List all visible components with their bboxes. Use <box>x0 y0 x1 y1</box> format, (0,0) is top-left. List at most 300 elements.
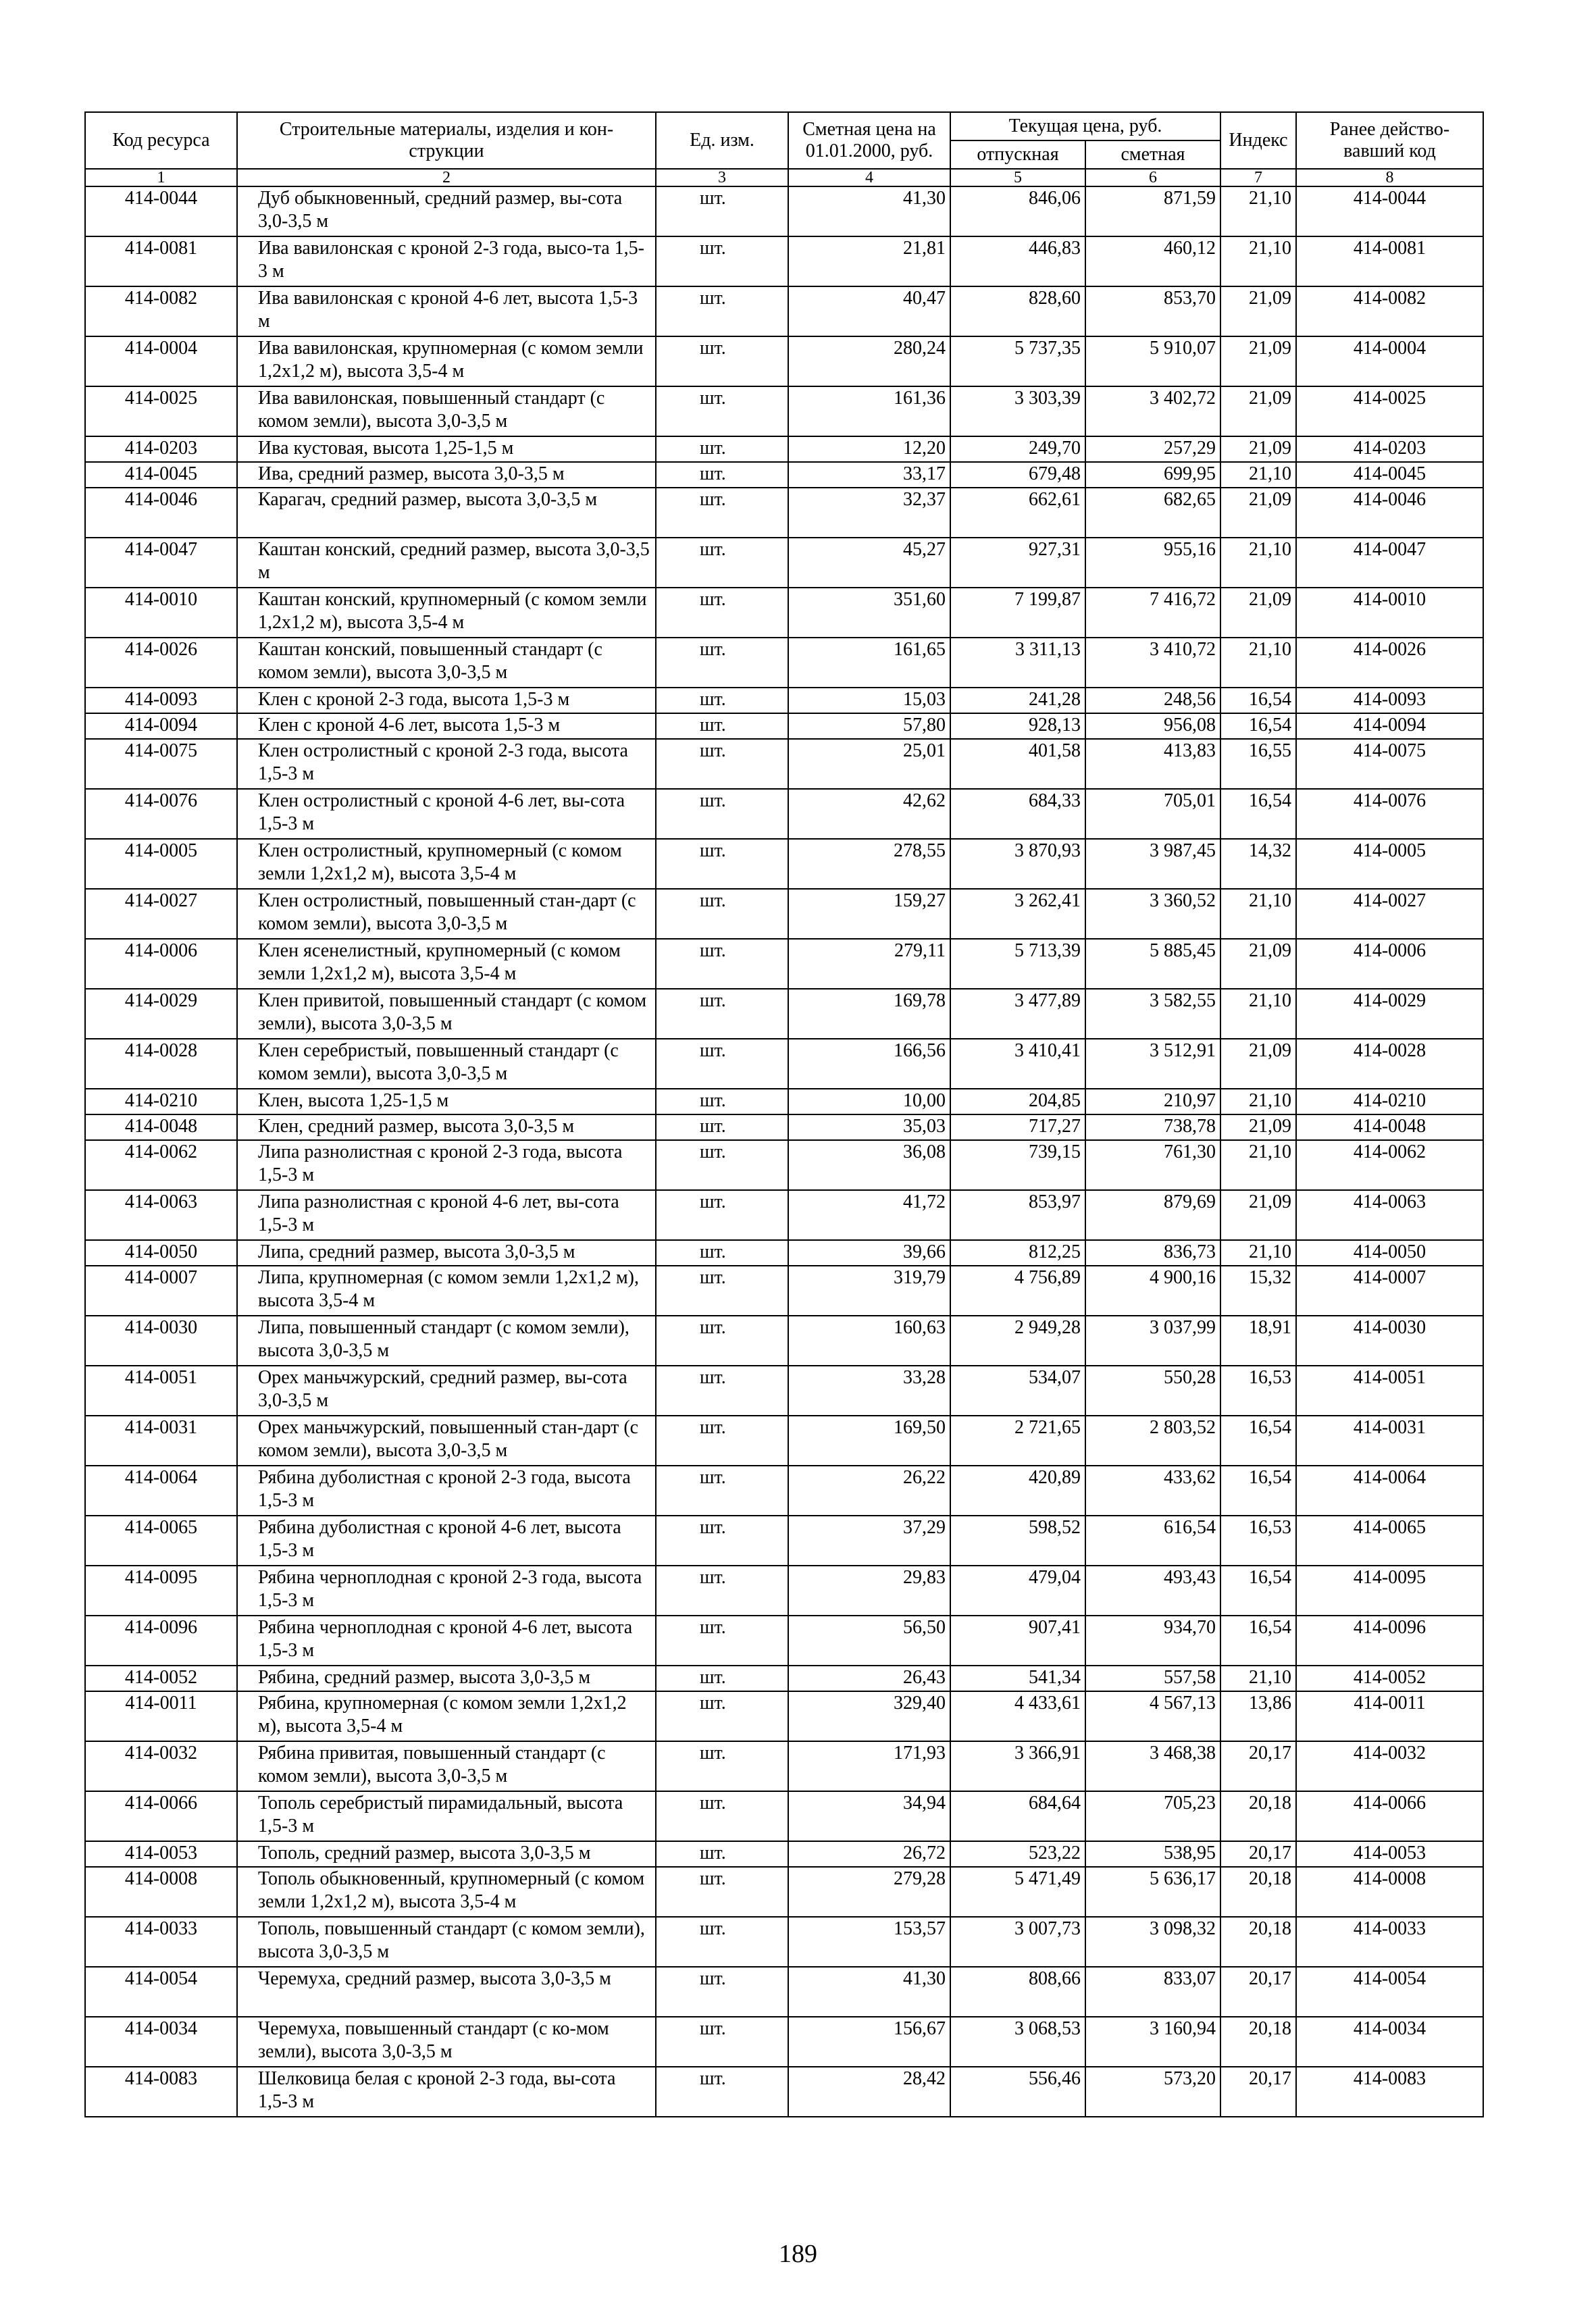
material-name-cell: Клен с кроной 4-6 лет, высота 1,5-3 м <box>237 713 656 739</box>
index-cell: 16,54 <box>1220 1466 1296 1516</box>
resource-code-cell: 414-0095 <box>85 1566 237 1616</box>
resource-code-cell: 414-0065 <box>85 1516 237 1566</box>
resource-code-cell: 414-0010 <box>85 588 237 638</box>
wholesale-price-cell: 4 756,89 <box>950 1266 1085 1316</box>
wholesale-price-cell: 679,48 <box>950 462 1085 488</box>
estimate-price-cell: 5 636,17 <box>1085 1867 1220 1917</box>
unit-cell: шт. <box>656 1867 788 1917</box>
unit-cell: шт. <box>656 1316 788 1366</box>
material-name-cell: Ива вавилонская, повышенный стандарт (с комом земли), высота 3,0-3,5 м <box>237 386 656 436</box>
wholesale-price-cell: 5 737,35 <box>950 336 1085 386</box>
table-row <box>85 1366 1483 1416</box>
previous-code-cell: 414-0066 <box>1296 1791 1483 1841</box>
resource-code-cell: 414-0063 <box>85 1190 237 1240</box>
estimate-price-cell: 853,70 <box>1085 286 1220 336</box>
resource-code-cell: 414-0046 <box>85 488 237 538</box>
base-price-cell: 171,93 <box>788 1741 950 1791</box>
unit-cell: шт. <box>656 789 788 839</box>
unit-cell: шт. <box>656 286 788 336</box>
estimate-price-cell: 879,69 <box>1085 1190 1220 1240</box>
header-unit: Ед. изм. <box>656 112 788 169</box>
resource-code-cell: 414-0045 <box>85 462 237 488</box>
material-name-cell: Клен серебристый, повышенный стандарт (с комом земли), высота 3,0-3,5 м <box>237 1039 656 1089</box>
index-cell: 16,54 <box>1220 789 1296 839</box>
resource-code-cell: 414-0027 <box>85 889 237 939</box>
previous-code-cell: 414-0095 <box>1296 1566 1483 1616</box>
table-row <box>85 1190 1483 1240</box>
base-price-cell: 26,72 <box>788 1841 950 1867</box>
base-price-cell: 26,43 <box>788 1666 950 1691</box>
index-cell: 21,09 <box>1220 1114 1296 1140</box>
resource-code-cell: 414-0094 <box>85 713 237 739</box>
table-row <box>85 286 1483 336</box>
material-name-cell: Рябина дуболистная с кроной 4-6 лет, высота 1,5-3 м <box>237 1516 656 1566</box>
material-name-cell: Тополь, средний размер, высота 3,0-3,5 м <box>237 1841 656 1867</box>
index-cell: 21,09 <box>1220 588 1296 638</box>
material-name-cell: Каштан конский, повышенный стандарт (с комом земли), высота 3,0-3,5 м <box>237 638 656 688</box>
unit-cell: шт. <box>656 1791 788 1841</box>
index-cell: 20,17 <box>1220 1741 1296 1791</box>
previous-code-cell: 414-0048 <box>1296 1114 1483 1140</box>
unit-cell: шт. <box>656 638 788 688</box>
unit-cell: шт. <box>656 889 788 939</box>
unit-cell: шт. <box>656 1566 788 1616</box>
unit-cell: шт. <box>656 1616 788 1666</box>
resource-code-cell: 414-0093 <box>85 688 237 713</box>
estimate-price-cell: 3 512,91 <box>1085 1039 1220 1089</box>
previous-code-cell: 414-0075 <box>1296 739 1483 789</box>
resource-code-cell: 414-0081 <box>85 236 237 286</box>
unit-cell: шт. <box>656 1140 788 1190</box>
previous-code-cell: 414-0025 <box>1296 386 1483 436</box>
base-price-cell: 166,56 <box>788 1039 950 1089</box>
material-name-cell: Клен остролистный с кроной 4-6 лет, вы-сота 1,5-3 м <box>237 789 656 839</box>
index-cell: 21,09 <box>1220 286 1296 336</box>
resource-code-cell: 414-0075 <box>85 739 237 789</box>
estimate-price-cell: 3 098,32 <box>1085 1917 1220 1967</box>
estimate-price-cell: 5 910,07 <box>1085 336 1220 386</box>
table-row <box>85 1616 1483 1666</box>
resource-code-cell: 414-0062 <box>85 1140 237 1190</box>
estimate-price-cell: 871,59 <box>1085 186 1220 236</box>
wholesale-price-cell: 3 311,13 <box>950 638 1085 688</box>
base-price-cell: 156,67 <box>788 2017 950 2067</box>
material-name-cell: Рябина дуболистная с кроной 2-3 года, высота 1,5-3 м <box>237 1466 656 1516</box>
base-price-cell: 169,78 <box>788 989 950 1039</box>
estimate-price-cell: 705,23 <box>1085 1791 1220 1841</box>
base-price-cell: 37,29 <box>788 1516 950 1566</box>
previous-code-cell: 414-0032 <box>1296 1741 1483 1791</box>
base-price-cell: 161,36 <box>788 386 950 436</box>
wholesale-price-cell: 808,66 <box>950 1967 1085 2017</box>
material-name-cell: Орех маньчжурский, повышенный стан-дарт (с комом земли), высота 3,0-3,5 м <box>237 1416 656 1466</box>
wholesale-price-cell: 927,31 <box>950 538 1085 588</box>
table-row <box>85 1316 1483 1366</box>
resource-code-cell: 414-0007 <box>85 1266 237 1316</box>
estimate-price-cell: 2 803,52 <box>1085 1416 1220 1466</box>
base-price-cell: 160,63 <box>788 1316 950 1366</box>
unit-cell: шт. <box>656 1416 788 1466</box>
resource-code-cell: 414-0051 <box>85 1366 237 1416</box>
resource-code-cell: 414-0203 <box>85 436 237 462</box>
previous-code-cell: 414-0005 <box>1296 839 1483 889</box>
wholesale-price-cell: 907,41 <box>950 1616 1085 1666</box>
header-resource-code: Код ресурса <box>85 112 237 169</box>
previous-code-cell: 414-0030 <box>1296 1316 1483 1366</box>
estimate-price-cell: 705,01 <box>1085 789 1220 839</box>
header-wholesale-price: отпускная <box>950 140 1085 169</box>
unit-cell: шт. <box>656 1741 788 1791</box>
index-cell: 21,09 <box>1220 939 1296 989</box>
previous-code-cell: 414-0029 <box>1296 989 1483 1039</box>
wholesale-price-cell: 5 471,49 <box>950 1867 1085 1917</box>
index-cell: 21,09 <box>1220 386 1296 436</box>
previous-code-cell: 414-0004 <box>1296 336 1483 386</box>
base-price-cell: 45,27 <box>788 538 950 588</box>
index-cell: 21,09 <box>1220 488 1296 538</box>
base-price-cell: 40,47 <box>788 286 950 336</box>
base-price-cell: 36,08 <box>788 1140 950 1190</box>
previous-code-cell: 414-0008 <box>1296 1867 1483 1917</box>
base-price-cell: 57,80 <box>788 713 950 739</box>
resource-code-cell: 414-0031 <box>85 1416 237 1466</box>
material-name-cell: Ива вавилонская с кроной 2-3 года, высо-та 1,5-3 м <box>237 236 656 286</box>
material-name-cell: Каштан конский, крупномерный (с комом земли 1,2х1,2 м), высота 3,5-4 м <box>237 588 656 638</box>
unit-cell: шт. <box>656 462 788 488</box>
unit-cell: шт. <box>656 939 788 989</box>
wholesale-price-cell: 846,06 <box>950 186 1085 236</box>
wholesale-price-cell: 3 410,41 <box>950 1039 1085 1089</box>
previous-code-cell: 414-0064 <box>1296 1466 1483 1516</box>
resource-code-cell: 414-0033 <box>85 1917 237 1967</box>
header-previous-code: Ранее действо-вавший код <box>1296 112 1483 169</box>
previous-code-cell: 414-0062 <box>1296 1140 1483 1190</box>
previous-code-cell: 414-0046 <box>1296 488 1483 538</box>
table-row <box>85 1741 1483 1791</box>
unit-cell: шт. <box>656 713 788 739</box>
wholesale-price-cell: 420,89 <box>950 1466 1085 1516</box>
estimate-price-cell: 836,73 <box>1085 1240 1220 1266</box>
index-cell: 21,10 <box>1220 889 1296 939</box>
table-row <box>85 236 1483 286</box>
unit-cell: шт. <box>656 436 788 462</box>
material-name-cell: Клен, средний размер, высота 3,0-3,5 м <box>237 1114 656 1140</box>
resource-code-cell: 414-0032 <box>85 1741 237 1791</box>
base-price-cell: 278,55 <box>788 839 950 889</box>
material-name-cell: Ива, средний размер, высота 3,0-3,5 м <box>237 462 656 488</box>
table-row <box>85 1140 1483 1190</box>
base-price-cell: 42,62 <box>788 789 950 839</box>
table-row <box>85 1841 1483 1867</box>
resource-code-cell: 414-0030 <box>85 1316 237 1366</box>
unit-cell: шт. <box>656 989 788 1039</box>
unit-cell: шт. <box>656 1691 788 1741</box>
wholesale-price-cell: 853,97 <box>950 1190 1085 1240</box>
table-row <box>85 186 1483 236</box>
resource-code-cell: 414-0011 <box>85 1691 237 1741</box>
base-price-cell: 41,30 <box>788 1967 950 2017</box>
wholesale-price-cell: 812,25 <box>950 1240 1085 1266</box>
index-cell: 21,10 <box>1220 1666 1296 1691</box>
index-cell: 16,53 <box>1220 1366 1296 1416</box>
index-cell: 13,86 <box>1220 1691 1296 1741</box>
estimate-price-cell: 538,95 <box>1085 1841 1220 1867</box>
previous-code-cell: 414-0094 <box>1296 713 1483 739</box>
estimate-price-cell: 3 410,72 <box>1085 638 1220 688</box>
table-row <box>85 1967 1483 2017</box>
unit-cell: шт. <box>656 1516 788 1566</box>
unit-cell: шт. <box>656 236 788 286</box>
estimate-price-cell: 4 567,13 <box>1085 1691 1220 1741</box>
header-materials: Строительные материалы, изделия и кон-струкции <box>237 112 656 169</box>
index-cell: 21,09 <box>1220 436 1296 462</box>
estimate-price-cell: 5 885,45 <box>1085 939 1220 989</box>
resource-code-cell: 414-0096 <box>85 1616 237 1666</box>
estimate-price-cell: 257,29 <box>1085 436 1220 462</box>
base-price-cell: 33,17 <box>788 462 950 488</box>
material-name-cell: Клен остролистный с кроной 2-3 года, высота 1,5-3 м <box>237 739 656 789</box>
material-name-cell: Клен привитой, повышенный стандарт (с комом земли), высота 3,0-3,5 м <box>237 989 656 1039</box>
material-name-cell: Липа, крупномерная (с комом земли 1,2х1,2 м), высота 3,5-4 м <box>237 1266 656 1316</box>
estimate-price-cell: 934,70 <box>1085 1616 1220 1666</box>
wholesale-price-cell: 684,64 <box>950 1791 1085 1841</box>
estimate-price-cell: 738,78 <box>1085 1114 1220 1140</box>
previous-code-cell: 414-0076 <box>1296 789 1483 839</box>
table-row <box>85 1114 1483 1140</box>
resource-code-cell: 414-0026 <box>85 638 237 688</box>
resource-code-cell: 414-0008 <box>85 1867 237 1917</box>
header-estimate-price: сметная <box>1085 140 1220 169</box>
resource-code-cell: 414-0050 <box>85 1240 237 1266</box>
table-row <box>85 1566 1483 1616</box>
resource-code-cell: 414-0076 <box>85 789 237 839</box>
index-cell: 21,10 <box>1220 538 1296 588</box>
table-row <box>85 462 1483 488</box>
estimate-price-cell: 699,95 <box>1085 462 1220 488</box>
index-cell: 20,18 <box>1220 2017 1296 2067</box>
estimate-price-cell: 493,43 <box>1085 1566 1220 1616</box>
column-number: 7 <box>1220 169 1296 186</box>
previous-code-cell: 414-0007 <box>1296 1266 1483 1316</box>
material-name-cell: Тополь обыкновенный, крупномерный (с комом земли 1,2х1,2 м), высота 3,5-4 м <box>237 1867 656 1917</box>
resource-code-cell: 414-0028 <box>85 1039 237 1089</box>
index-cell: 16,54 <box>1220 1616 1296 1666</box>
resource-code-cell: 414-0054 <box>85 1967 237 2017</box>
wholesale-price-cell: 2 949,28 <box>950 1316 1085 1366</box>
material-name-cell: Рябина, средний размер, высота 3,0-3,5 м <box>237 1666 656 1691</box>
unit-cell: шт. <box>656 336 788 386</box>
base-price-cell: 39,66 <box>788 1240 950 1266</box>
index-cell: 21,09 <box>1220 336 1296 386</box>
estimate-price-cell: 616,54 <box>1085 1516 1220 1566</box>
estimate-price-cell: 682,65 <box>1085 488 1220 538</box>
unit-cell: шт. <box>656 1366 788 1416</box>
material-name-cell: Рябина, крупномерная (с комом земли 1,2х1,2 м), высота 3,5-4 м <box>237 1691 656 1741</box>
estimate-price-cell: 3 360,52 <box>1085 889 1220 939</box>
estimate-price-cell: 3 582,55 <box>1085 989 1220 1039</box>
base-price-cell: 41,30 <box>788 186 950 236</box>
material-name-cell: Рябина черноплодная с кроной 4-6 лет, высота 1,5-3 м <box>237 1616 656 1666</box>
wholesale-price-cell: 401,58 <box>950 739 1085 789</box>
resource-code-cell: 414-0025 <box>85 386 237 436</box>
estimate-price-cell: 3 468,38 <box>1085 1741 1220 1791</box>
unit-cell: шт. <box>656 2067 788 2117</box>
index-cell: 20,17 <box>1220 1967 1296 2017</box>
estimate-price-cell: 7 416,72 <box>1085 588 1220 638</box>
previous-code-cell: 414-0006 <box>1296 939 1483 989</box>
previous-code-cell: 414-0210 <box>1296 1089 1483 1114</box>
material-name-cell: Липа, средний размер, высота 3,0-3,5 м <box>237 1240 656 1266</box>
table-row <box>85 1917 1483 1967</box>
previous-code-cell: 414-0052 <box>1296 1666 1483 1691</box>
unit-cell: шт. <box>656 1841 788 1867</box>
previous-code-cell: 414-0045 <box>1296 462 1483 488</box>
wholesale-price-cell: 598,52 <box>950 1516 1085 1566</box>
estimate-price-cell: 460,12 <box>1085 236 1220 286</box>
unit-cell: шт. <box>656 739 788 789</box>
table-header <box>85 112 1483 186</box>
estimate-price-cell: 550,28 <box>1085 1366 1220 1416</box>
estimate-price-cell: 3 037,99 <box>1085 1316 1220 1366</box>
estimate-price-cell: 955,16 <box>1085 538 1220 588</box>
previous-code-cell: 414-0033 <box>1296 1917 1483 1967</box>
table-row <box>85 2067 1483 2117</box>
index-cell: 21,10 <box>1220 1240 1296 1266</box>
previous-code-cell: 414-0065 <box>1296 1516 1483 1566</box>
wholesale-price-cell: 4 433,61 <box>950 1691 1085 1741</box>
material-name-cell: Черемуха, повышенный стандарт (с ко-мом земли), высота 3,0-3,5 м <box>237 2017 656 2067</box>
base-price-cell: 56,50 <box>788 1616 950 1666</box>
table-row <box>85 1666 1483 1691</box>
previous-code-cell: 414-0047 <box>1296 538 1483 588</box>
index-cell: 21,10 <box>1220 462 1296 488</box>
unit-cell: шт. <box>656 1967 788 2017</box>
price-table <box>84 111 1484 2117</box>
resource-code-cell: 414-0005 <box>85 839 237 889</box>
unit-cell: шт. <box>656 488 788 538</box>
wholesale-price-cell: 249,70 <box>950 436 1085 462</box>
wholesale-price-cell: 5 713,39 <box>950 939 1085 989</box>
previous-code-cell: 414-0053 <box>1296 1841 1483 1867</box>
unit-cell: шт. <box>656 538 788 588</box>
resource-code-cell: 414-0004 <box>85 336 237 386</box>
wholesale-price-cell: 523,22 <box>950 1841 1085 1867</box>
estimate-price-cell: 413,83 <box>1085 739 1220 789</box>
index-cell: 16,54 <box>1220 713 1296 739</box>
base-price-cell: 279,28 <box>788 1867 950 1917</box>
table-row <box>85 1039 1483 1089</box>
resource-code-cell: 414-0029 <box>85 989 237 1039</box>
index-cell: 21,10 <box>1220 186 1296 236</box>
material-name-cell: Липа разнолистная с кроной 4-6 лет, вы-сота 1,5-3 м <box>237 1190 656 1240</box>
material-name-cell: Дуб обыкновенный, средний размер, вы-сота 3,0-3,5 м <box>237 186 656 236</box>
unit-cell: шт. <box>656 186 788 236</box>
wholesale-price-cell: 684,33 <box>950 789 1085 839</box>
base-price-cell: 159,27 <box>788 889 950 939</box>
material-name-cell: Орех маньчжурский, средний размер, вы-сота 3,0-3,5 м <box>237 1366 656 1416</box>
base-price-cell: 26,22 <box>788 1466 950 1516</box>
estimate-price-cell: 3 987,45 <box>1085 839 1220 889</box>
unit-cell: шт. <box>656 588 788 638</box>
table-row <box>85 789 1483 839</box>
base-price-cell: 41,72 <box>788 1190 950 1240</box>
index-cell: 16,54 <box>1220 1566 1296 1616</box>
unit-cell: шт. <box>656 1466 788 1516</box>
estimate-price-cell: 833,07 <box>1085 1967 1220 2017</box>
previous-code-cell: 414-0050 <box>1296 1240 1483 1266</box>
previous-code-cell: 414-0083 <box>1296 2067 1483 2117</box>
base-price-cell: 21,81 <box>788 236 950 286</box>
wholesale-price-cell: 3 366,91 <box>950 1741 1085 1791</box>
unit-cell: шт. <box>656 1666 788 1691</box>
base-price-cell: 32,37 <box>788 488 950 538</box>
wholesale-price-cell: 3 068,53 <box>950 2017 1085 2067</box>
column-number: 1 <box>85 169 237 186</box>
estimate-price-cell: 3 402,72 <box>1085 386 1220 436</box>
wholesale-price-cell: 739,15 <box>950 1140 1085 1190</box>
wholesale-price-cell: 3 303,39 <box>950 386 1085 436</box>
base-price-cell: 153,57 <box>788 1917 950 1967</box>
index-cell: 18,91 <box>1220 1316 1296 1366</box>
resource-code-cell: 414-0210 <box>85 1089 237 1114</box>
wholesale-price-cell: 534,07 <box>950 1366 1085 1416</box>
index-cell: 21,10 <box>1220 989 1296 1039</box>
resource-code-cell: 414-0006 <box>85 939 237 989</box>
base-price-cell: 33,28 <box>788 1366 950 1416</box>
material-name-cell: Липа, повышенный стандарт (с комом земли), высота 3,0-3,5 м <box>237 1316 656 1366</box>
estimate-price-cell: 557,58 <box>1085 1666 1220 1691</box>
base-price-cell: 10,00 <box>788 1089 950 1114</box>
base-price-cell: 15,03 <box>788 688 950 713</box>
base-price-cell: 35,03 <box>788 1114 950 1140</box>
table-row <box>85 2017 1483 2067</box>
unit-cell: шт. <box>656 1917 788 1967</box>
previous-code-cell: 414-0096 <box>1296 1616 1483 1666</box>
previous-code-cell: 414-0093 <box>1296 688 1483 713</box>
index-cell: 20,17 <box>1220 1841 1296 1867</box>
table-row <box>85 739 1483 789</box>
base-price-cell: 28,42 <box>788 2067 950 2117</box>
unit-cell: шт. <box>656 1089 788 1114</box>
index-cell: 20,18 <box>1220 1867 1296 1917</box>
wholesale-price-cell: 928,13 <box>950 713 1085 739</box>
index-cell: 20,18 <box>1220 1791 1296 1841</box>
base-price-cell: 169,50 <box>788 1416 950 1466</box>
unit-cell: шт. <box>656 1039 788 1089</box>
header-index: Индекс <box>1220 112 1296 169</box>
table-row <box>85 889 1483 939</box>
table-row <box>85 989 1483 1039</box>
unit-cell: шт. <box>656 2017 788 2067</box>
material-name-cell: Липа разнолистная с кроной 2-3 года, высота 1,5-3 м <box>237 1140 656 1190</box>
estimate-price-cell: 433,62 <box>1085 1466 1220 1516</box>
base-price-cell: 29,83 <box>788 1566 950 1616</box>
table-row <box>85 488 1483 538</box>
previous-code-cell: 414-0054 <box>1296 1967 1483 2017</box>
resource-code-cell: 414-0082 <box>85 286 237 336</box>
price-table-container <box>84 111 1483 2117</box>
table-row <box>85 1691 1483 1741</box>
index-cell: 21,10 <box>1220 1089 1296 1114</box>
material-name-cell: Клен ясенелистный, крупномерный (с комом земли 1,2х1,2 м), высота 3,5-4 м <box>237 939 656 989</box>
base-price-cell: 12,20 <box>788 436 950 462</box>
table-row <box>85 1416 1483 1466</box>
table-row <box>85 839 1483 889</box>
previous-code-cell: 414-0028 <box>1296 1039 1483 1089</box>
previous-code-cell: 414-0011 <box>1296 1691 1483 1741</box>
page-number: 189 <box>779 2240 817 2268</box>
wholesale-price-cell: 556,46 <box>950 2067 1085 2117</box>
